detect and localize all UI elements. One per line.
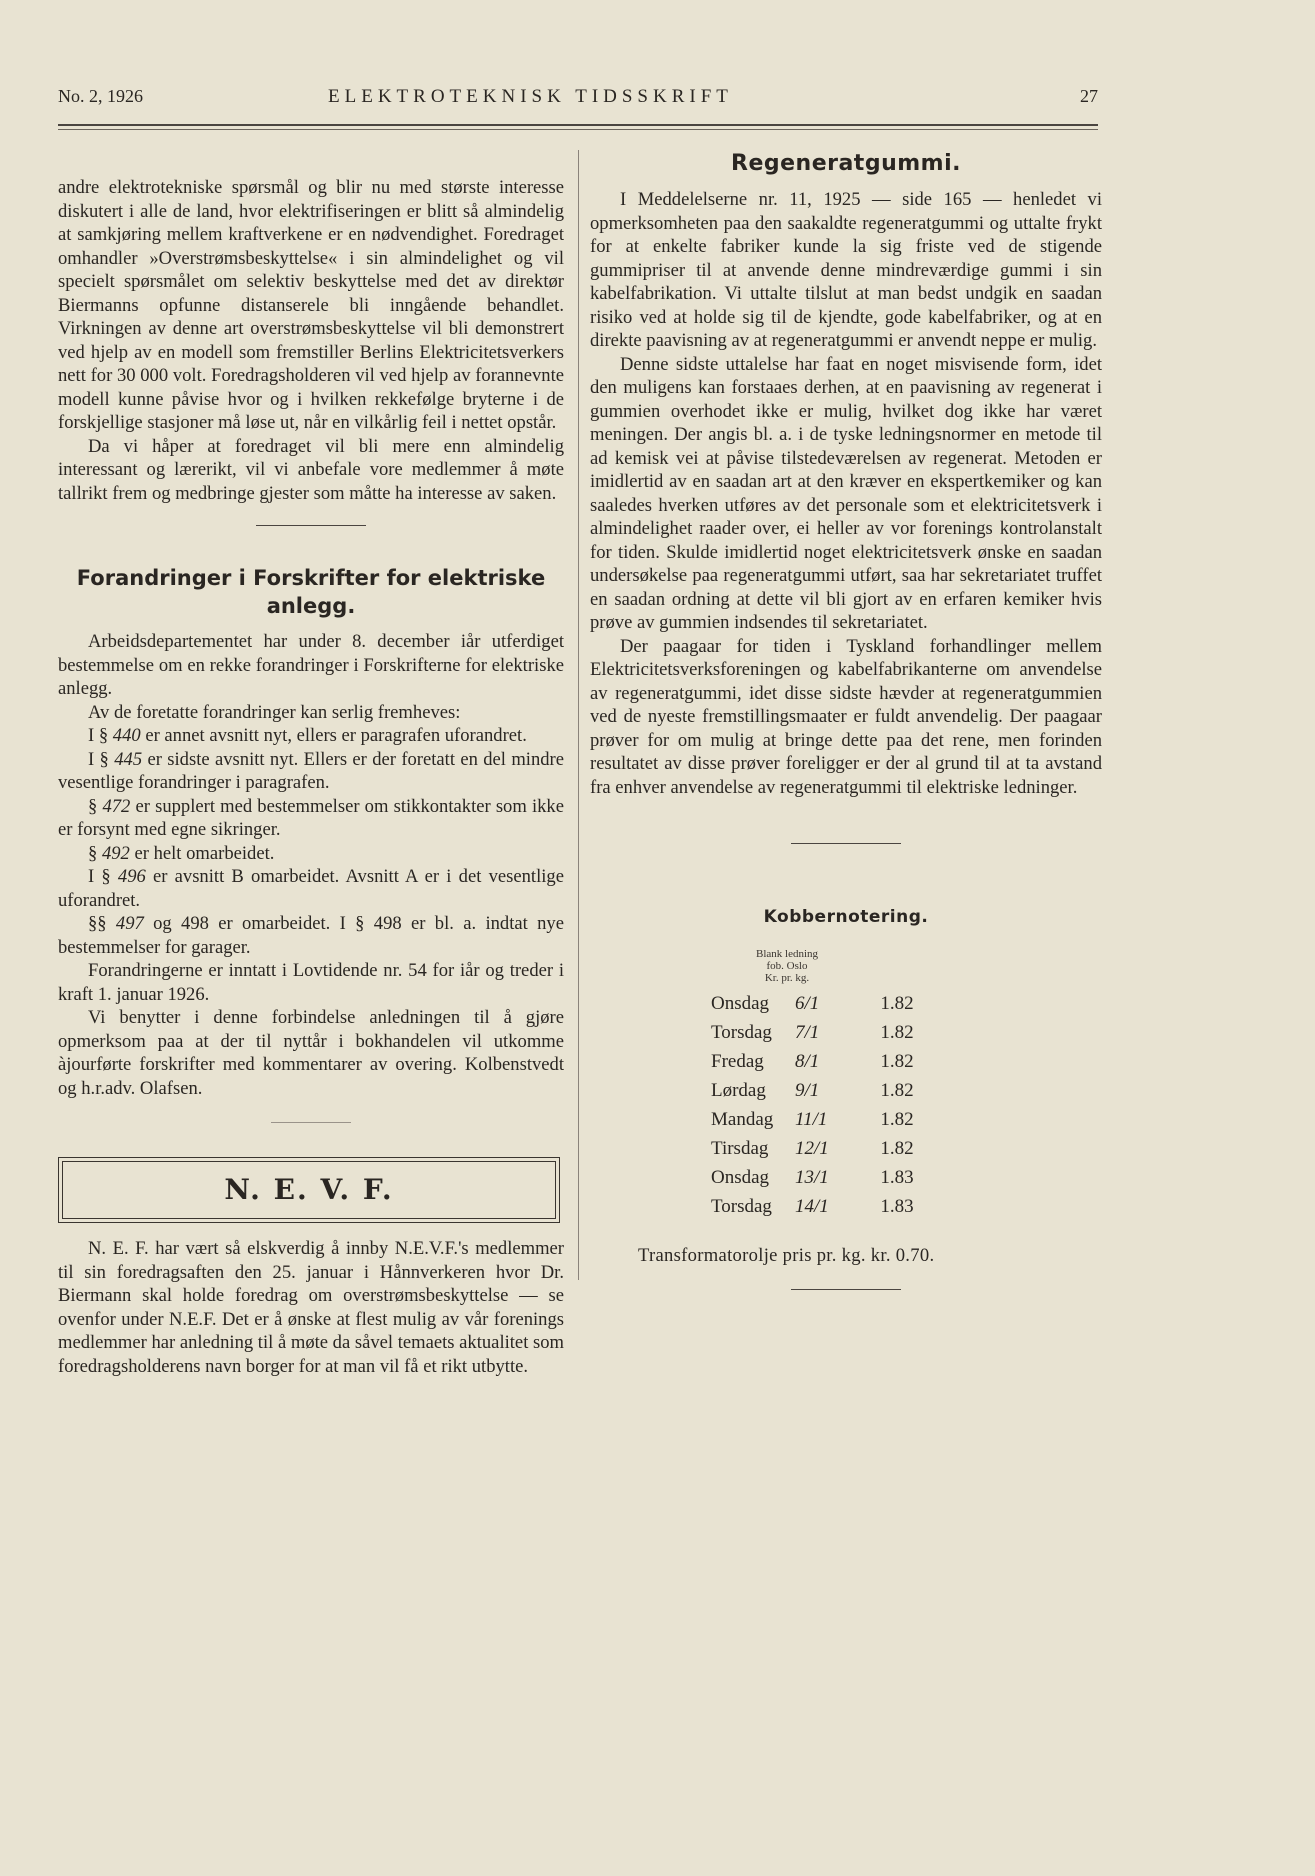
regenerat-paragraph-3: Der paagaar for tiden i Tyskland forhandlinger mellem Elektricitetsverksforeningen og kabelfabrikanterne om anvendelse av regeneratgummi, idet disse sidste hævder at regeneratgummien ved de nyeste fremstillingsmaater er fuldt anvendelig. Der paagaar prøver for om mulig at bringe dette paa det rene, men forinden resultatet av disse prøver foreligger er der al grund til at ta avstand fra enhver anvendelse av regeneratgummi til elektriske ledninger. xyxy=(590,635,1102,798)
kobber-row xyxy=(711,1135,937,1164)
kobber-footer: Transformatorolje pris pr. kg. kr. 0.70. xyxy=(638,1244,935,1266)
kobber-day: Lørdag xyxy=(711,1080,766,1102)
nevf-title: N. E. V. F. xyxy=(224,1173,394,1207)
kobber-day: Mandag xyxy=(711,1109,774,1131)
paragraph-item: I § 496 er avsnitt B omarbeidet. Avsnitt A er i det vesentlige uforandret. xyxy=(58,866,564,911)
kobber-day: Onsdag xyxy=(711,1167,770,1189)
right-column xyxy=(590,150,1102,1290)
kobber-date: 14/1 xyxy=(795,1196,829,1218)
kobber-day: Tirsdag xyxy=(711,1138,769,1160)
kobber-price: 1.82 xyxy=(880,1080,914,1102)
running-header xyxy=(58,86,1098,116)
kobber-header-line: Kr. pr. kg. xyxy=(764,971,810,984)
intro-paragraph-2: Da vi håper at foredraget vil bli mere enn almindelig interessant og lærerikt, vil vi anbefale vore medlemmer å møte tallrikt frem og medbringe gjester som måtte ha interesse av saken. xyxy=(58,435,564,504)
kobber-row xyxy=(711,1077,937,1106)
kobber-price: 1.82 xyxy=(880,1051,914,1073)
kobber-title: Kobbernotering. xyxy=(763,907,929,927)
forandringer-closing-2: Vi benytter i denne forbindelse anledningen til å gjøre opmerksom paa at der til nyttår i bokhandelen vil utkomme àjourførte forskrifter med kommentarer av overing. Kolbenstvedt og h.r.adv. Olafsen. xyxy=(58,1007,564,1099)
kobber-row xyxy=(711,1019,937,1048)
forandringer-lead: Av de foretatte forandringer kan serlig fremheves: xyxy=(88,701,461,723)
forandringer-intro: Arbeidsdepartementet har under 8. december iår utferdiget bestemmelse om en rekke forandringer i Forskrifterne for elektriske anlegg. xyxy=(58,631,564,699)
left-column xyxy=(58,176,564,1378)
kobber-row xyxy=(711,990,937,1019)
kobber-price: 1.83 xyxy=(880,1196,914,1218)
regenerat-paragraph-1: I Meddelelserne nr. 11, 1925 — side 165 — henledet vi opmerksomheten paa den saakaldte regeneratgummi og uttalte frykt for at enkelte fabriker kunde la sig friste ved de stigende gummipriser til at anvende denne mindreværdige gummi i sin kabelfabrikation. Vi uttalte tilslut at man bedst undgik en saadan risiko ved at holde sig til de kjendte, gode kabelfabriker, og at en direkte paavisning av at regeneratgummi er anvendt neppe er mulig. xyxy=(590,189,1102,351)
kobber-date: 9/1 xyxy=(795,1080,820,1102)
kobber-table xyxy=(711,990,937,1222)
kobber-header-line: fob. Oslo xyxy=(766,959,808,972)
kobber-price: 1.82 xyxy=(880,993,914,1015)
kobber-price: 1.82 xyxy=(880,1138,914,1160)
kobber-day: Torsdag xyxy=(711,1196,772,1218)
section-divider xyxy=(271,1122,351,1123)
header-rule-thin xyxy=(58,129,1098,130)
paragraph-item: I § 440 er annet avsnitt nyt, ellers er paragrafen uforandret. xyxy=(88,725,527,746)
section-divider xyxy=(791,1289,901,1290)
paragraph-item: § 472 er supplert med bestemmelser om stikkontakter som ikke er forsynt med egne sikringer. xyxy=(58,795,564,840)
kobber-day: Onsdag xyxy=(711,993,770,1015)
intro-paragraph-1: andre elektrotekniske spørsmål og blir nu med største interesse diskutert i alle de land, hvor elektrifiseringen er blitt så almindelig at samkjøring mellem kraftverkene er en nødvendighet. Foredraget omhandler »Overstrømsbeskyttelse« i sin almindelighet og vil specielt spørsmålet om selektiv beskyttelse med det av direktør Biermanns opfunne distanserele bli inngående behandlet. Virkningen av denne art overstrømsbeskyttelse vil bli demonstrert ved hjelp av en modell som fremstiller Berlins Elektricitetsverkers nett for 30 000 volt. Foredragsholderen vil ved hjelp av forannevnte modell kunne påvise hvor og i hvilken rekkefølge bryterne i de forskjellige stasjoner må løse ut, når en vilkårlig feil i nettet opstår. xyxy=(58,177,564,433)
journal-title: ELEKTROTEKNISK TIDSSKRIFT xyxy=(328,86,733,107)
nevf-heading-box xyxy=(58,1157,560,1223)
issue-number: No. 2, 1926 xyxy=(58,86,143,106)
kobber-header-line: Blank ledning xyxy=(755,947,819,960)
kobber-column-header xyxy=(712,948,862,984)
kobber-row xyxy=(711,1164,937,1193)
kobber-row xyxy=(711,1106,937,1135)
header-rule xyxy=(58,124,1098,126)
kobber-date: 7/1 xyxy=(795,1022,820,1044)
regenerat-title: Regeneratgummi. xyxy=(731,151,961,176)
kobber-price: 1.83 xyxy=(880,1167,914,1189)
kobber-price: 1.82 xyxy=(880,1109,914,1131)
nevf-text: N. E. F. har vært så elskverdig å innby N.E.V.F.'s medlemmer til sin foredragsaften den 25. januar i Hånnverkeren hvor Dr. Biermann skal holde foredrag om overstrømsbeskyttelse — se ovenfor under N.E.F. Det er å ønske at flest mulig av vår forenings medlemmer har anledning til å møte da såvel temaets aktualitet som foredragsholderens navn borger for at man vil få et rikt utbytte. xyxy=(58,1238,564,1377)
kobber-day: Torsdag xyxy=(711,1022,772,1044)
kobber-date: 8/1 xyxy=(795,1051,820,1073)
page-number: 27 xyxy=(1080,86,1098,106)
kobber-row xyxy=(711,1048,937,1077)
forandringer-title: Forandringer i Forskrifter for elektriske anlegg. xyxy=(76,566,546,618)
column-divider xyxy=(578,150,579,1280)
kobber-day: Fredag xyxy=(711,1051,764,1073)
section-divider xyxy=(256,525,366,526)
paragraph-item: § 492 er helt omarbeidet. xyxy=(88,842,275,864)
kobber-price: 1.82 xyxy=(880,1022,914,1044)
kobber-date: 12/1 xyxy=(795,1138,829,1160)
kobber-date: 6/1 xyxy=(795,993,820,1015)
forandringer-closing-1: Forandringerne er inntatt i Lovtidende nr. 54 for iår og treder i kraft 1. januar 1926. xyxy=(58,960,564,1005)
section-divider xyxy=(791,843,901,844)
kobber-date: 11/1 xyxy=(795,1109,828,1131)
regenerat-paragraph-2: Denne sidste uttalelse har faat en noget misvisende form, idet den muligens kan forstaaes derhen, at en paavisning av regenerat i gummien overhodet ikke er mulig, hvilket dog ikke har været meningen. Der angis bl. a. i de tyske ledningsnormer en metode til ad kemisk vei at påvise tilstedeværelsen av regenerat. Metoden er imidlertid av en saadan art at den kræver en ekspertkemiker og kan saaledes hverken utføres av det personale som et elektricitetsverk i almindelighet raader over, ei heller av vor forenings kontrolanstalt for tiden. Skulde imidlertid noget elektricitetsverk ønske en saadan undersøkelse paa regeneratgummi utført, saa har sekretariatet truffet en saadan ordning at dette vil bli gjort av en erfaren kemiker hvis prøve av gummien indsendes til sekretariatet. xyxy=(590,353,1102,633)
paragraph-item: §§ 497 og 498 er omarbeidet. I § 498 er bl. a. indtat nye bestemmelser for garager. xyxy=(58,913,564,958)
kobber-row xyxy=(711,1193,937,1222)
kobber-date: 13/1 xyxy=(795,1167,829,1189)
paragraph-item: I § 445 er sidste avsnitt nyt. Ellers er der foretatt en del mindre vesentlige forandringer i paragrafen. xyxy=(58,748,565,793)
